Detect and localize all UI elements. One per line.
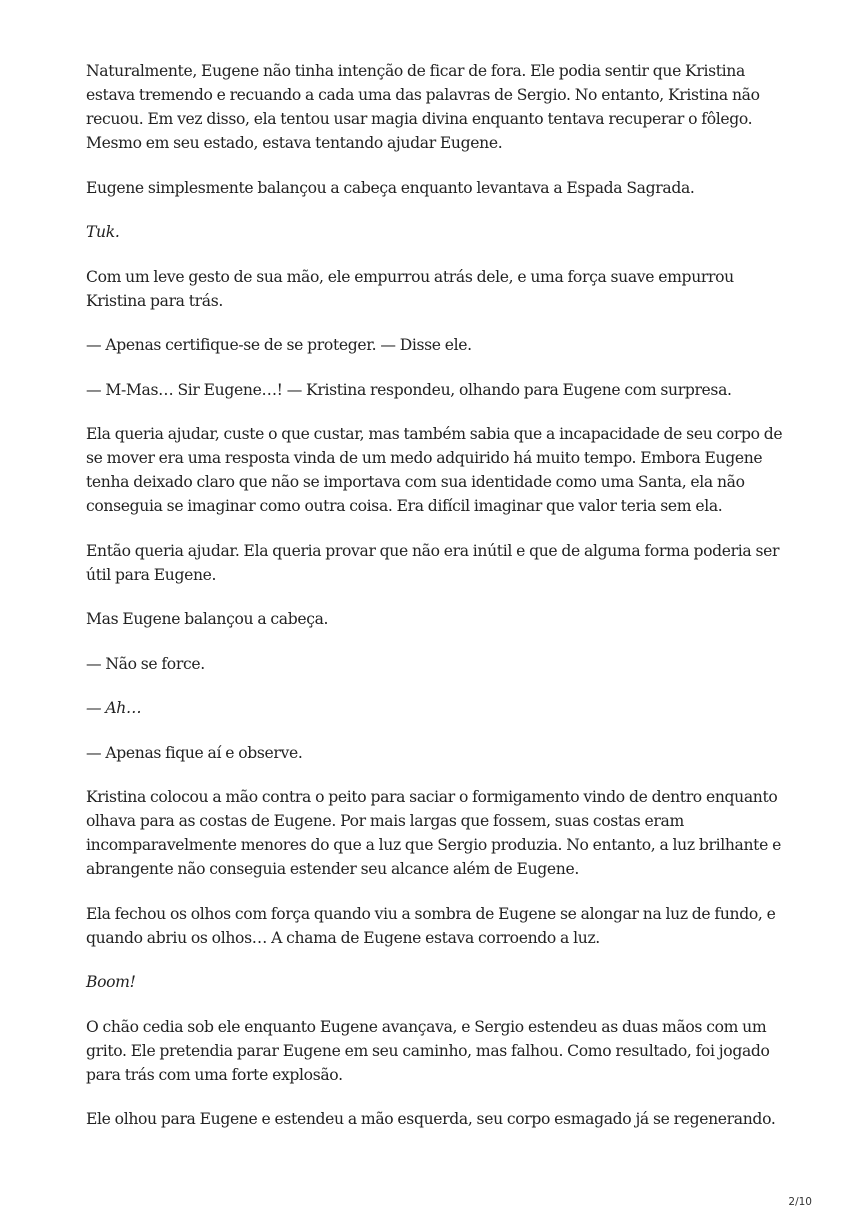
dialogue-line-italic: — Ah…	[86, 699, 142, 717]
paragraph: Então queria ajudar. Ela queria provar que não era inútil e que de alguma forma poderia ser útil para Eugene.	[86, 541, 780, 584]
paragraph: Com um leve gesto de sua mão, ele empurrou atrás dele, e uma força suave empurrou Kristina para trás.	[86, 267, 734, 310]
paragraph: Mas Eugene balançou a cabeça.	[86, 610, 329, 628]
dialogue-line: — Não se force.	[86, 654, 205, 673]
paragraph: Kristina colocou a mão contra o peito para saciar o formigamento vindo de dentro enquanto olhava para as costas de Eugene. Por mais largas que fossem, suas costas eram incomparavelmente menores do que a luz que Sergio produzia. No entanto, a luz brilhante e abrangente não conseguia estender seu alcance além de Eugene.	[86, 788, 781, 878]
paragraph: Ela fechou os olhos com força quando viu a sombra de Eugene se alongar na luz de fundo, e quando abriu os olhos… A chama de Eugene estava corroendo a luz.	[86, 904, 776, 947]
document-page	[86, 59, 786, 1152]
paragraph: O chão cedia sob ele enquanto Eugene avançava, e Sergio estendeu as duas mãos com um grito. Ele pretendia parar Eugene em seu caminho, mas falhou. Como resultado, foi jogado para trás com uma forte explosão.	[86, 1017, 770, 1084]
paragraph: Naturalmente, Eugene não tinha intenção de ficar de fora. Ele podia sentir que Kristina estava tremendo e recuando a cada uma das palavras de Sergio. No entanto, Kristina não recuou. Em vez disso, ela tentou usar magia divina enquanto tentava recuperar o fôlego. Mesmo em seu estado, estava tentando ajudar Eugene.	[86, 62, 760, 152]
paragraph-italic: Tuk.	[86, 223, 120, 241]
dialogue-line: — Apenas fique aí e observe.	[86, 743, 303, 762]
paragraph-italic: Boom!	[86, 973, 136, 991]
paragraph: Eugene simplesmente balançou a cabeça enquanto levantava a Espada Sagrada.	[86, 178, 695, 197]
dialogue-line: — M-Mas… Sir Eugene…! — Kristina respondeu, olhando para Eugene com surpresa.	[86, 380, 732, 399]
paragraph: Ele olhou para Eugene e estendeu a mão esquerda, seu corpo esmagado já se regenerando.	[86, 1110, 776, 1128]
dialogue-line: — Apenas certifique-se de se proteger. — Disse ele.	[86, 336, 472, 354]
paragraph: Ela queria ajudar, custe o que custar, mas também sabia que a incapacidade de seu corpo de se mover era uma resposta vinda de um medo adquirido há muito tempo. Embora Eugene tenha deixado claro que não se importava com sua identidade como uma Santa, ela não conseguia se imaginar como outra coisa. Era difícil imaginar que valor teria sem ela.	[86, 425, 783, 515]
page-number: 2/10	[788, 1196, 812, 1208]
